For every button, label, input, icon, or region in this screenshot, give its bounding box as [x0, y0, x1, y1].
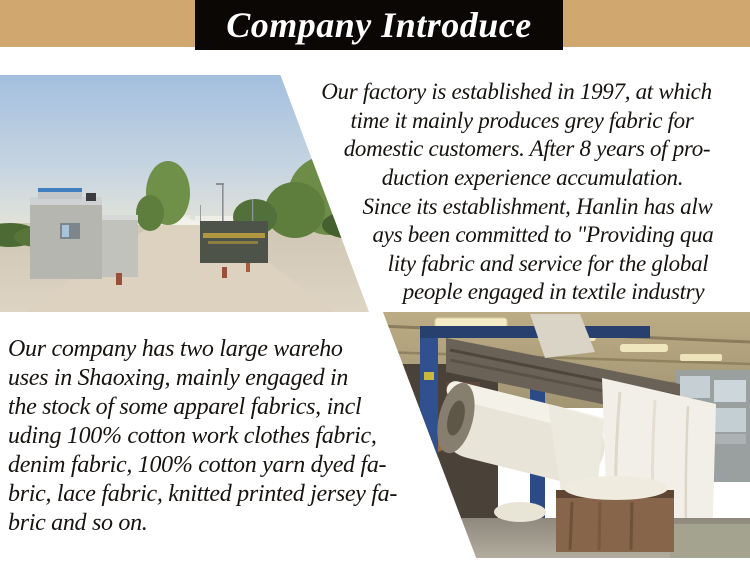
intro-text-line: duction experience accumulation. — [381, 165, 684, 190]
header-accent-right — [563, 0, 750, 47]
intro-text-line: domestic customers. After 8 years of pro- — [343, 136, 711, 161]
header-accent-left — [0, 0, 195, 47]
machine-photo-art — [380, 312, 750, 558]
company-text-line: the stock of some apparel fabrics, incl — [8, 394, 362, 420]
company-text-line: Our company has two large wareho — [8, 336, 343, 362]
company-text-line: bric and so on. — [8, 510, 148, 536]
page-title: Company Introduce — [226, 5, 532, 45]
gate-sign — [200, 221, 268, 263]
company-text-line: denim fabric, 100% cotton yarn dyed fa- — [8, 452, 387, 478]
company-text-line: uses in Shaoxing, mainly engaged in — [8, 365, 349, 391]
company-text-line: bric, lace fabric, knitted printed jersey fa- — [8, 481, 398, 507]
textile-machine-photo — [380, 312, 750, 558]
intro-text-line: Since its establishment, Hanlin has alw — [362, 194, 713, 219]
company-text-line: uding 100% cotton work clothes fabric, — [8, 423, 377, 449]
intro-text-line: people engaged in textile industry — [402, 279, 705, 304]
intro-text-line: time it mainly produces grey fabric for — [350, 108, 694, 133]
intro-text-line: Our factory is established in 1997, at which — [321, 79, 712, 104]
intro-text-line: ays been committed to "Providing qua — [372, 222, 714, 247]
section-header — [195, 0, 563, 50]
intro-text-line: lity fabric and service for the global — [387, 251, 709, 276]
